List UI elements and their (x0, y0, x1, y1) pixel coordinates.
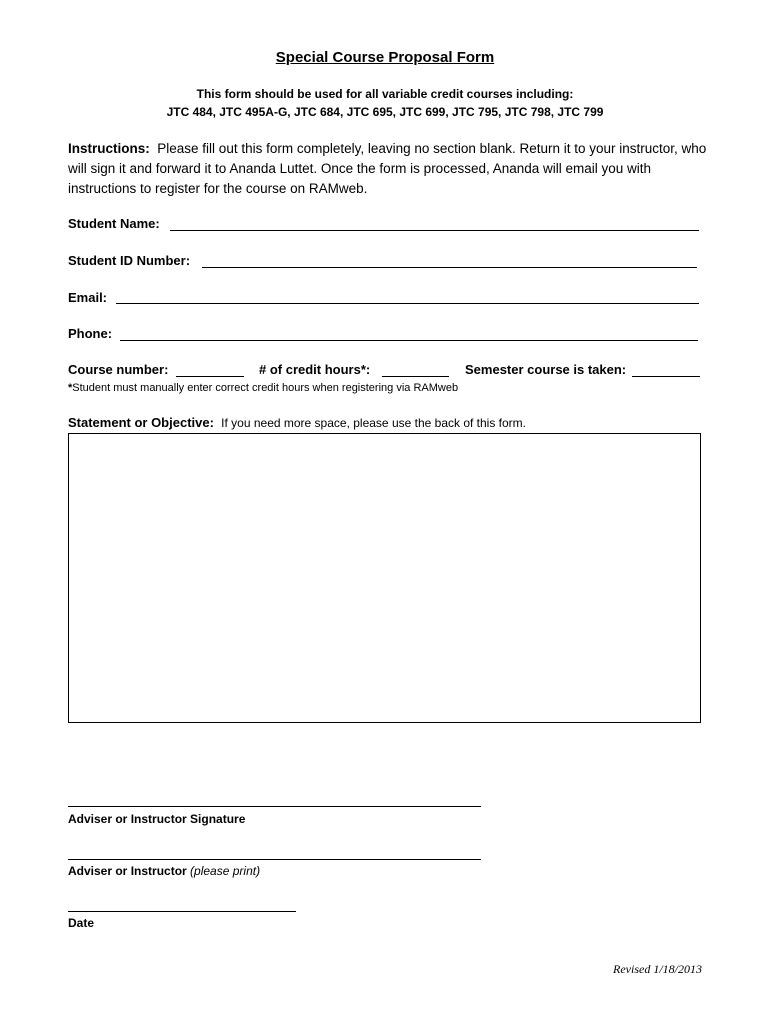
form-title: Special Course Proposal Form (275, 49, 495, 66)
instructions-label: Instructions: (68, 141, 150, 156)
signature-label: Adviser or Instructor Signature (68, 812, 246, 826)
course-list: JTC 484, JTC 495A-G, JTC 684, JTC 695, JTC 699, JTC 795, JTC 798, JTC 799 (166, 105, 604, 119)
statement-label: Statement or Objective: (68, 415, 214, 430)
revision-note: Revised 1/18/2013 (613, 962, 702, 976)
semester-field[interactable] (632, 376, 700, 377)
phone-field[interactable] (120, 340, 698, 341)
credit-hours-field[interactable] (382, 376, 449, 377)
date-label: Date (68, 916, 95, 930)
instructions-paragraph (68, 139, 708, 199)
email-label: Email: (68, 290, 108, 305)
course-number-label: Course number: (68, 362, 169, 377)
statement-textbox[interactable] (68, 433, 701, 723)
statement-heading (68, 415, 526, 430)
print-name-hint: (please print) (190, 864, 261, 878)
course-number-field[interactable] (176, 376, 244, 377)
credit-hours-note (68, 382, 458, 394)
print-name-caption (68, 864, 260, 878)
instructions-text: Please fill out this form completely, leaving no section blank. Return it to your instructor, who will sign it and forward it to Ananda Luttet. Once the form is processed, Ananda will email you with instructions to register for the course on RAMweb. (68, 141, 707, 196)
statement-hint: If you need more space, please use the back of this form. (221, 416, 527, 430)
date-line[interactable] (68, 911, 296, 912)
print-name-label: Adviser or Instructor (68, 864, 187, 878)
email-field[interactable] (116, 303, 699, 304)
note-text: Student must manually enter correct credit hours when registering via RAMweb (72, 382, 459, 394)
signature-line[interactable] (68, 806, 481, 807)
student-id-label: Student ID Number: (68, 253, 191, 268)
note-asterisk: * (68, 382, 73, 394)
form-subtitle: This form should be used for all variable credit courses including: (196, 87, 574, 101)
student-id-field[interactable] (202, 267, 697, 268)
student-name-label: Student Name: (68, 216, 160, 231)
phone-label: Phone: (68, 326, 113, 341)
print-name-line[interactable] (68, 859, 481, 860)
semester-label: Semester course is taken: (465, 362, 627, 377)
student-name-field[interactable] (170, 230, 699, 231)
credit-hours-label: # of credit hours*: (259, 362, 371, 377)
